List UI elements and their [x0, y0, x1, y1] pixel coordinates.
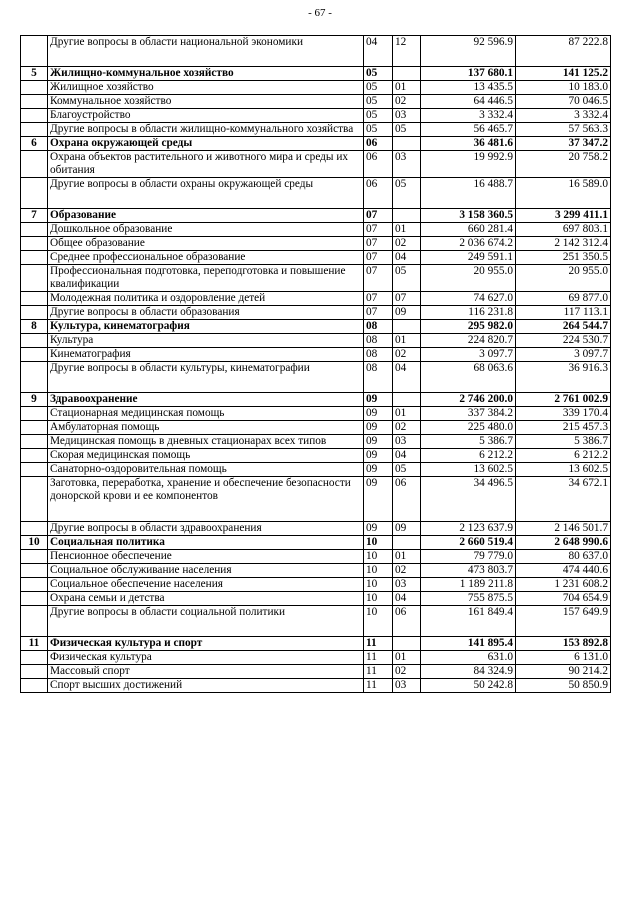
- amount-year-2: 3 097.7: [516, 348, 611, 362]
- section-row: [21, 320, 611, 334]
- amount-year-1: 137 680.1: [421, 67, 516, 81]
- section-code: 09: [364, 421, 393, 435]
- section-code: 04: [364, 36, 393, 67]
- amount-year-2: 251 350.5: [516, 251, 611, 265]
- amount-year-1: 36 481.6: [421, 137, 516, 151]
- subsection-code: 02: [393, 564, 421, 578]
- row-name: Пенсионное обеспечение: [48, 550, 364, 564]
- subsection-code: 04: [393, 251, 421, 265]
- row-name: Жилищно-коммунальное хозяйство: [48, 67, 364, 81]
- subsection-code: 05: [393, 265, 421, 292]
- section-code: 10: [364, 592, 393, 606]
- amount-year-1: 2 660 519.4: [421, 536, 516, 550]
- amount-year-1: 295 982.0: [421, 320, 516, 334]
- section-code: 05: [364, 95, 393, 109]
- section-code: 10: [364, 550, 393, 564]
- page-number: - 67 -: [308, 7, 332, 19]
- section-code: 07: [364, 251, 393, 265]
- amount-year-1: 755 875.5: [421, 592, 516, 606]
- amount-year-1: 3 097.7: [421, 348, 516, 362]
- section-code: 07: [364, 292, 393, 306]
- row-number: [21, 306, 48, 320]
- table-row: [21, 477, 611, 522]
- subsection-code: 02: [393, 421, 421, 435]
- amount-year-1: 79 779.0: [421, 550, 516, 564]
- row-number: [21, 592, 48, 606]
- subsection-code: 05: [393, 123, 421, 137]
- row-number: 5: [21, 67, 48, 81]
- amount-year-1: 224 820.7: [421, 334, 516, 348]
- table-row: [21, 564, 611, 578]
- row-name: Скорая медицинская помощь: [48, 449, 364, 463]
- amount-year-1: 225 480.0: [421, 421, 516, 435]
- row-name: Другие вопросы в области образования: [48, 306, 364, 320]
- amount-year-1: 116 231.8: [421, 306, 516, 320]
- amount-year-1: 6 212.2: [421, 449, 516, 463]
- amount-year-2: 153 892.8: [516, 637, 611, 651]
- amount-year-1: 84 324.9: [421, 665, 516, 679]
- subsection-code: [393, 536, 421, 550]
- row-name: Охрана семьи и детства: [48, 592, 364, 606]
- table-row: [21, 578, 611, 592]
- row-number: [21, 36, 48, 67]
- row-name: Среднее профессиональное образование: [48, 251, 364, 265]
- row-number: [21, 421, 48, 435]
- row-name: Охрана объектов растительного и животного мира и среды их обитания: [48, 151, 364, 178]
- subsection-code: 04: [393, 362, 421, 393]
- subsection-code: 12: [393, 36, 421, 67]
- row-name: Спорт высших достижений: [48, 679, 364, 693]
- subsection-code: 05: [393, 178, 421, 209]
- subsection-code: 01: [393, 81, 421, 95]
- table-row: [21, 178, 611, 209]
- section-code: 10: [364, 606, 393, 637]
- table-row: [21, 237, 611, 251]
- table-row: [21, 449, 611, 463]
- row-name: Охрана окружающей среды: [48, 137, 364, 151]
- row-name: Социальная политика: [48, 536, 364, 550]
- row-name: Культура: [48, 334, 364, 348]
- amount-year-1: 68 063.6: [421, 362, 516, 393]
- amount-year-2: 34 672.1: [516, 477, 611, 522]
- amount-year-2: 2 648 990.6: [516, 536, 611, 550]
- amount-year-2: 70 046.5: [516, 95, 611, 109]
- amount-year-2: 3 299 411.1: [516, 209, 611, 223]
- amount-year-1: 16 488.7: [421, 178, 516, 209]
- amount-year-2: 1 231 608.2: [516, 578, 611, 592]
- row-name: Массовый спорт: [48, 665, 364, 679]
- subsection-code: 01: [393, 407, 421, 421]
- row-name: Другие вопросы в области культуры, кинематографии: [48, 362, 364, 393]
- amount-year-1: 2 123 637.9: [421, 522, 516, 536]
- amount-year-2: 215 457.3: [516, 421, 611, 435]
- subsection-code: 02: [393, 665, 421, 679]
- amount-year-1: 64 446.5: [421, 95, 516, 109]
- amount-year-2: 704 654.9: [516, 592, 611, 606]
- subsection-code: 05: [393, 463, 421, 477]
- amount-year-2: 141 125.2: [516, 67, 611, 81]
- amount-year-1: 1 189 211.8: [421, 578, 516, 592]
- amount-year-2: 87 222.8: [516, 36, 611, 67]
- row-name: Благоустройство: [48, 109, 364, 123]
- row-number: [21, 550, 48, 564]
- subsection-code: [393, 320, 421, 334]
- section-code: 07: [364, 265, 393, 292]
- section-row: [21, 137, 611, 151]
- subsection-code: 06: [393, 477, 421, 522]
- subsection-code: 03: [393, 435, 421, 449]
- amount-year-1: 337 384.2: [421, 407, 516, 421]
- section-row: [21, 67, 611, 81]
- row-name: Физическая культура: [48, 651, 364, 665]
- subsection-code: [393, 637, 421, 651]
- table-row: [21, 362, 611, 393]
- row-number: [21, 223, 48, 237]
- amount-year-1: 56 465.7: [421, 123, 516, 137]
- amount-year-1: 141 895.4: [421, 637, 516, 651]
- subsection-code: 09: [393, 522, 421, 536]
- amount-year-1: 13 435.5: [421, 81, 516, 95]
- subsection-code: 03: [393, 679, 421, 693]
- subsection-code: 03: [393, 578, 421, 592]
- table-row: [21, 151, 611, 178]
- subsection-code: 03: [393, 151, 421, 178]
- amount-year-2: 2 146 501.7: [516, 522, 611, 536]
- amount-year-1: 34 496.5: [421, 477, 516, 522]
- table-row: [21, 550, 611, 564]
- section-code: 06: [364, 151, 393, 178]
- amount-year-2: 10 183.0: [516, 81, 611, 95]
- table-row: [21, 109, 611, 123]
- section-code: 08: [364, 320, 393, 334]
- row-number: [21, 435, 48, 449]
- budget-table: [20, 35, 611, 693]
- row-number: [21, 477, 48, 522]
- amount-year-1: 92 596.9: [421, 36, 516, 67]
- row-name: Другие вопросы в области национальной экономики: [48, 36, 364, 67]
- row-number: [21, 449, 48, 463]
- amount-year-1: 161 849.4: [421, 606, 516, 637]
- row-number: [21, 151, 48, 178]
- subsection-code: 04: [393, 449, 421, 463]
- amount-year-2: 5 386.7: [516, 435, 611, 449]
- row-number: 10: [21, 536, 48, 550]
- section-code: 05: [364, 67, 393, 81]
- row-name: Общее образование: [48, 237, 364, 251]
- section-code: 08: [364, 348, 393, 362]
- row-name: Другие вопросы в области охраны окружающей среды: [48, 178, 364, 209]
- amount-year-2: 2 142 312.4: [516, 237, 611, 251]
- row-number: 8: [21, 320, 48, 334]
- table-row: [21, 306, 611, 320]
- section-code: 07: [364, 237, 393, 251]
- amount-year-1: 74 627.0: [421, 292, 516, 306]
- amount-year-1: 50 242.8: [421, 679, 516, 693]
- row-name: Социальное обеспечение населения: [48, 578, 364, 592]
- section-code: 10: [364, 536, 393, 550]
- row-number: [21, 81, 48, 95]
- table-row: [21, 665, 611, 679]
- subsection-code: 01: [393, 550, 421, 564]
- amount-year-2: 16 589.0: [516, 178, 611, 209]
- row-name: Образование: [48, 209, 364, 223]
- subsection-code: 02: [393, 95, 421, 109]
- row-number: [21, 237, 48, 251]
- row-name: Дошкольное образование: [48, 223, 364, 237]
- table-row: [21, 407, 611, 421]
- subsection-code: [393, 393, 421, 407]
- row-number: [21, 651, 48, 665]
- section-code: 07: [364, 306, 393, 320]
- subsection-code: 04: [393, 592, 421, 606]
- table-row: [21, 651, 611, 665]
- section-code: 06: [364, 178, 393, 209]
- amount-year-1: 19 992.9: [421, 151, 516, 178]
- section-code: 11: [364, 679, 393, 693]
- row-number: [21, 95, 48, 109]
- subsection-code: 02: [393, 237, 421, 251]
- section-row: [21, 637, 611, 651]
- table-row: [21, 592, 611, 606]
- subsection-code: [393, 137, 421, 151]
- amount-year-1: 3 158 360.5: [421, 209, 516, 223]
- amount-year-2: 117 113.1: [516, 306, 611, 320]
- amount-year-2: 6 131.0: [516, 651, 611, 665]
- subsection-code: 01: [393, 334, 421, 348]
- row-name: Заготовка, переработка, хранение и обеспечение безопасности донорской крови и ее компонентов: [48, 477, 364, 522]
- row-number: [21, 522, 48, 536]
- section-code: 10: [364, 564, 393, 578]
- row-number: 9: [21, 393, 48, 407]
- section-code: 09: [364, 522, 393, 536]
- section-code: 05: [364, 109, 393, 123]
- amount-year-1: 2 746 200.0: [421, 393, 516, 407]
- amount-year-1: 249 591.1: [421, 251, 516, 265]
- row-number: [21, 679, 48, 693]
- row-name: Физическая культура и спорт: [48, 637, 364, 651]
- subsection-code: [393, 67, 421, 81]
- section-code: 05: [364, 123, 393, 137]
- amount-year-2: 2 761 002.9: [516, 393, 611, 407]
- amount-year-2: 20 955.0: [516, 265, 611, 292]
- section-code: 10: [364, 578, 393, 592]
- amount-year-2: 224 530.7: [516, 334, 611, 348]
- row-name: Социальное обслуживание населения: [48, 564, 364, 578]
- section-code: 05: [364, 81, 393, 95]
- table-row: [21, 421, 611, 435]
- amount-year-1: 13 602.5: [421, 463, 516, 477]
- amount-year-2: 69 877.0: [516, 292, 611, 306]
- row-number: [21, 665, 48, 679]
- section-code: 11: [364, 637, 393, 651]
- amount-year-1: 473 803.7: [421, 564, 516, 578]
- table-row: [21, 123, 611, 137]
- row-name: Санаторно-оздоровительная помощь: [48, 463, 364, 477]
- amount-year-1: 660 281.4: [421, 223, 516, 237]
- section-row: [21, 393, 611, 407]
- amount-year-2: 339 170.4: [516, 407, 611, 421]
- amount-year-2: 50 850.9: [516, 679, 611, 693]
- amount-year-2: 36 916.3: [516, 362, 611, 393]
- table-row: [21, 292, 611, 306]
- row-number: 7: [21, 209, 48, 223]
- amount-year-2: 6 212.2: [516, 449, 611, 463]
- section-code: 09: [364, 435, 393, 449]
- row-name: Другие вопросы в области жилищно-коммунального хозяйства: [48, 123, 364, 137]
- row-number: [21, 463, 48, 477]
- table-row: [21, 606, 611, 637]
- amount-year-2: 3 332.4: [516, 109, 611, 123]
- section-code: 11: [364, 651, 393, 665]
- section-code: 09: [364, 393, 393, 407]
- row-number: [21, 564, 48, 578]
- row-name: Коммунальное хозяйство: [48, 95, 364, 109]
- row-name: Другие вопросы в области здравоохранения: [48, 522, 364, 536]
- amount-year-2: 80 637.0: [516, 550, 611, 564]
- section-row: [21, 536, 611, 550]
- amount-year-2: 157 649.9: [516, 606, 611, 637]
- table-row: [21, 251, 611, 265]
- table-row: [21, 463, 611, 477]
- row-name: Кинематография: [48, 348, 364, 362]
- row-number: [21, 578, 48, 592]
- row-name: Жилищное хозяйство: [48, 81, 364, 95]
- row-number: [21, 362, 48, 393]
- section-code: 11: [364, 665, 393, 679]
- subsection-code: 06: [393, 606, 421, 637]
- amount-year-1: 20 955.0: [421, 265, 516, 292]
- row-name: Молодежная политика и оздоровление детей: [48, 292, 364, 306]
- table-row: [21, 36, 611, 67]
- section-code: 09: [364, 449, 393, 463]
- row-number: [21, 407, 48, 421]
- section-code: 09: [364, 477, 393, 522]
- amount-year-1: 5 386.7: [421, 435, 516, 449]
- amount-year-1: 3 332.4: [421, 109, 516, 123]
- row-number: [21, 606, 48, 637]
- row-number: [21, 334, 48, 348]
- table-row: [21, 95, 611, 109]
- row-name: Культура, кинематография: [48, 320, 364, 334]
- section-code: 06: [364, 137, 393, 151]
- amount-year-2: 57 563.3: [516, 123, 611, 137]
- amount-year-1: 631.0: [421, 651, 516, 665]
- row-name: Медицинская помощь в дневных стационарах всех типов: [48, 435, 364, 449]
- amount-year-2: 20 758.2: [516, 151, 611, 178]
- row-name: Амбулаторная помощь: [48, 421, 364, 435]
- row-number: [21, 109, 48, 123]
- row-name: Здравоохранение: [48, 393, 364, 407]
- subsection-code: 03: [393, 109, 421, 123]
- subsection-code: [393, 209, 421, 223]
- table-row: [21, 679, 611, 693]
- amount-year-2: 697 803.1: [516, 223, 611, 237]
- budget-table-body: [21, 36, 611, 693]
- section-code: 07: [364, 223, 393, 237]
- section-row: [21, 209, 611, 223]
- table-row: [21, 81, 611, 95]
- subsection-code: 01: [393, 223, 421, 237]
- row-number: [21, 123, 48, 137]
- row-name: Профессиональная подготовка, переподготовка и повышение квалификации: [48, 265, 364, 292]
- amount-year-1: 2 036 674.2: [421, 237, 516, 251]
- row-number: 6: [21, 137, 48, 151]
- section-code: 09: [364, 463, 393, 477]
- row-number: [21, 348, 48, 362]
- table-row: [21, 334, 611, 348]
- amount-year-2: 474 440.6: [516, 564, 611, 578]
- amount-year-2: 13 602.5: [516, 463, 611, 477]
- table-row: [21, 348, 611, 362]
- table-row: [21, 265, 611, 292]
- table-row: [21, 223, 611, 237]
- amount-year-2: 264 544.7: [516, 320, 611, 334]
- row-name: Другие вопросы в области социальной политики: [48, 606, 364, 637]
- section-code: 08: [364, 362, 393, 393]
- row-name: Стационарная медицинская помощь: [48, 407, 364, 421]
- table-row: [21, 435, 611, 449]
- subsection-code: 07: [393, 292, 421, 306]
- section-code: 08: [364, 334, 393, 348]
- row-number: [21, 265, 48, 292]
- subsection-code: 02: [393, 348, 421, 362]
- row-number: [21, 292, 48, 306]
- amount-year-2: 90 214.2: [516, 665, 611, 679]
- row-number: [21, 178, 48, 209]
- table-row: [21, 522, 611, 536]
- subsection-code: 09: [393, 306, 421, 320]
- section-code: 09: [364, 407, 393, 421]
- subsection-code: 01: [393, 651, 421, 665]
- row-number: 11: [21, 637, 48, 651]
- amount-year-2: 37 347.2: [516, 137, 611, 151]
- section-code: 07: [364, 209, 393, 223]
- row-number: [21, 251, 48, 265]
